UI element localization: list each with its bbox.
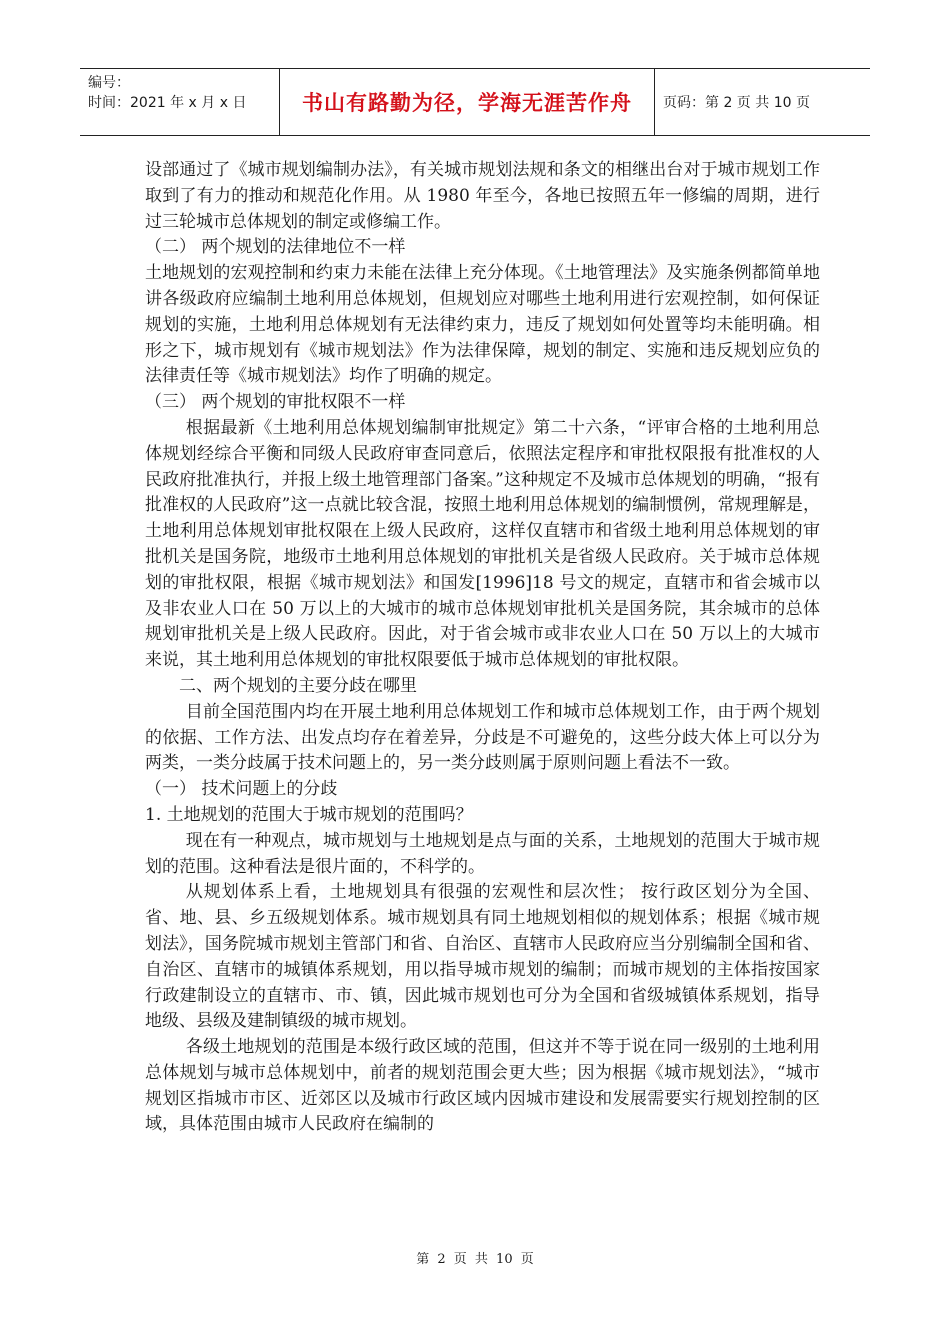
page-header bbox=[80, 68, 870, 136]
subsection-heading: 1. 土地规划的范围大于城市规划的范围吗？ bbox=[145, 804, 473, 825]
page-footer: 第 2 页 共 10 页 bbox=[416, 1252, 534, 1267]
section-heading: （二） 两个规划的法律地位不一样 bbox=[145, 237, 406, 258]
paragraph: 土地规划的宏观控制和约束力未能在法律上充分体现。《土地管理法》及实施条例都简单地讲各级政府应编制土地利用总体规划，但规划应对哪些土地利用进行宏观控制，如何保证规划的实施，土地利用总体规划有无法律约束力，违反了规划如何处置等均未能明确。相形之下，城市规划有《城市规划法》作为法律保障，规划的制定、实施和违反规划应负的法律责任等《城市规划法》均作了明确的规定。 bbox=[145, 263, 820, 387]
paragraph: 从规划体系上看，土地规划具有很强的宏观性和层次性； 按行政区划分为全国、省、地、县、乡五级规划体系。城市规划具有同土地规划相似的规划体系；根据《城市规划法》，国务院城市规划主管部门和省、自治区、直辖市人民政府应当分别编制全国和省、自治区、直辖市的城镇体系规划，用以指导城市规划的编制；而城市规划的主体指按国家行政建制设立的直辖市、市、镇，因此城市规划也可分为全国和省级城镇体系规划，指导地级、县级及建制镇级的城市规划。 bbox=[145, 882, 820, 1032]
header-meta bbox=[80, 69, 280, 135]
time-label: 时间：2021 年 x 月 x 日 bbox=[88, 95, 247, 111]
header-motto: 书山有路勤为径，学海无涯苦作舟 bbox=[280, 69, 655, 135]
paragraph: 设部通过了《城市规划编制办法》，有关城市规划法规和条文的相继出台对于城市规划工作取到了有力的推动和规范化作用。从 1980 年至今，各地已按照五年一修编的周期，进行过三轮城市总体规划的制定或修编工作。 bbox=[145, 160, 820, 232]
section-heading: 二、两个规划的主要分歧在哪里 bbox=[179, 675, 417, 696]
paragraph: 各级土地规划的范围是本级行政区域的范围，但这并不等于说在同一级别的土地利用总体规划与城市总体规划中，前者的规划范围会更大些；因为根据《城市规划法》，“城市规划区指城市市区、近郊区以及城市行政区域内因城市建设和发展需要实行规划控制的区域，具体范围由城市人民政府在编制的 bbox=[145, 1037, 820, 1135]
section-heading: （三） 两个规划的审批权限不一样 bbox=[145, 392, 406, 413]
header-page-info: 页码：第 2 页 共 10 页 bbox=[663, 95, 810, 111]
paragraph: 现在有一种观点，城市规划与土地规划是点与面的关系，土地规划的范围大于城市规划的范围。这种看法是很片面的，不科学的。 bbox=[145, 830, 820, 877]
paragraph: 目前全国范围内均在开展土地利用总体规划工作和城市总体规划工作，由于两个规划的依据、工作方法、出发点均存在着差异，分歧是不可避免的，这些分歧大体上可以分为两类，一类分歧属于技术问题上的，另一类分歧则属于原则问题上看法不一致。 bbox=[145, 701, 820, 774]
section-heading: （一） 技术问题上的分歧 bbox=[145, 779, 338, 800]
paragraph: 根据最新《土地利用总体规划编制审批规定》第二十六条，“评审合格的土地利用总体规划经综合平衡和同级人民政府审查同意后，依照法定程序和审批权限报有批准权的人民政府批准执行，并报上级土地管理部门备案。”这种规定不及城市总体规划的明确，“报有批准权的人民政府”这一点就比较含混，按照土地利用总体规划的编制惯例，常规理解是，土地利用总体规划审批权限在上级人民政府，这样仅直辖市和省级土地利用总体规划的审批机关是国务院，地级市土地利用总体规划的审批机关是省级人民政府。关于城市总体规划的审批权限，根据《城市规划法》和国发[1996]18 号文的规定，直辖市和省会城市以及非农业人口在 50 万以上的大城市的城市总体规划审批机关是国务院，其余城市的总体规划审批机关是上级人民政府。因此，对于省会城市或非农业人口在 50 万以上的大城市来说，其土地利用总体规划的审批权限要低于城市总体规划的审批权限。 bbox=[145, 417, 820, 671]
document-body bbox=[145, 158, 820, 1138]
number-label: 编号： bbox=[88, 75, 130, 91]
